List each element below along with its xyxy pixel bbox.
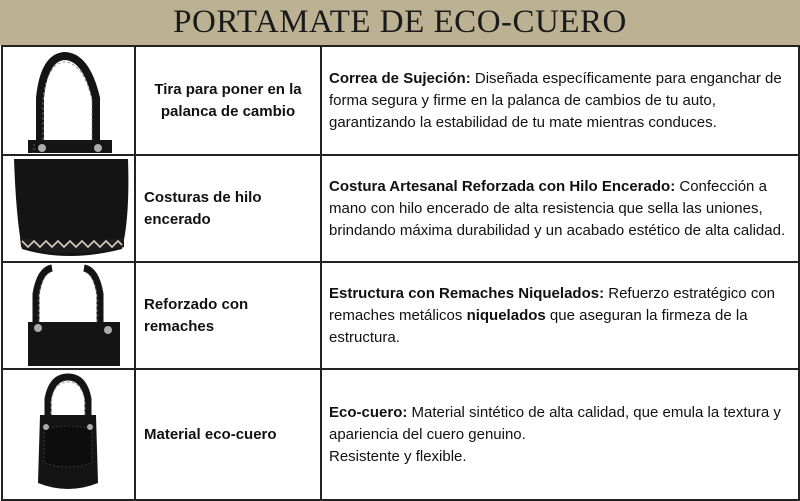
strap-loop-icon [4,48,133,153]
title-banner [0,0,800,45]
eco-leather-holder-icon [4,371,133,498]
strap-loop-image-cell [2,46,135,155]
description-text: Diseñada específicamente para enganchar de forma segura y firme en la palanca de cambios de tu auto, garantizando la estabilidad de tu mate mientras conduces. [329,69,782,131]
table-row [2,369,799,500]
feature-name: Material eco-cuero [135,369,321,500]
description-text-line2: Resistente y flexible. [329,447,467,465]
feature-description [321,155,799,262]
waxed-stitching-image-cell [2,155,135,262]
rivets-icon [4,264,133,367]
eco-leather-holder-image-cell [2,369,135,500]
table-row [2,46,799,155]
table-row [2,155,799,262]
table-row [2,262,799,369]
feature-name: Costuras de hilo encerado [135,155,321,262]
waxed-stitching-icon [4,157,133,260]
description-text-end: que aseguran la firmeza de la estructura. [329,306,748,346]
feature-description [321,369,799,500]
description-text: Refuerzo estratégico con remaches metálicos [329,284,776,324]
page-title: PORTAMATE DE ECO-CUERO [173,4,627,40]
rivets-image-cell [2,262,135,369]
description-heading: Correa de Sujeción: [329,69,471,87]
features-table [1,45,800,501]
feature-description [321,46,799,155]
description-text: Material sintético de alta calidad, que emula la textura y apariencia del cuero genuino. [329,403,781,443]
description-emphasis: niquelados [466,306,546,324]
feature-name: Tira para poner en la palanca de cambio [135,46,321,155]
feature-description [321,262,799,369]
feature-name: Reforzado con remaches [135,262,321,369]
description-heading: Costura Artesanal Reforzada con Hilo Encerado: [329,177,676,195]
description-heading: Estructura con Remaches Niquelados: [329,284,605,302]
description-text: Confección a mano con hilo encerado de alta resistencia que sella las uniones, brindando máxima durabilidad y un acabado estético de alta calidad. [329,177,786,239]
description-heading: Eco-cuero: [329,403,408,421]
